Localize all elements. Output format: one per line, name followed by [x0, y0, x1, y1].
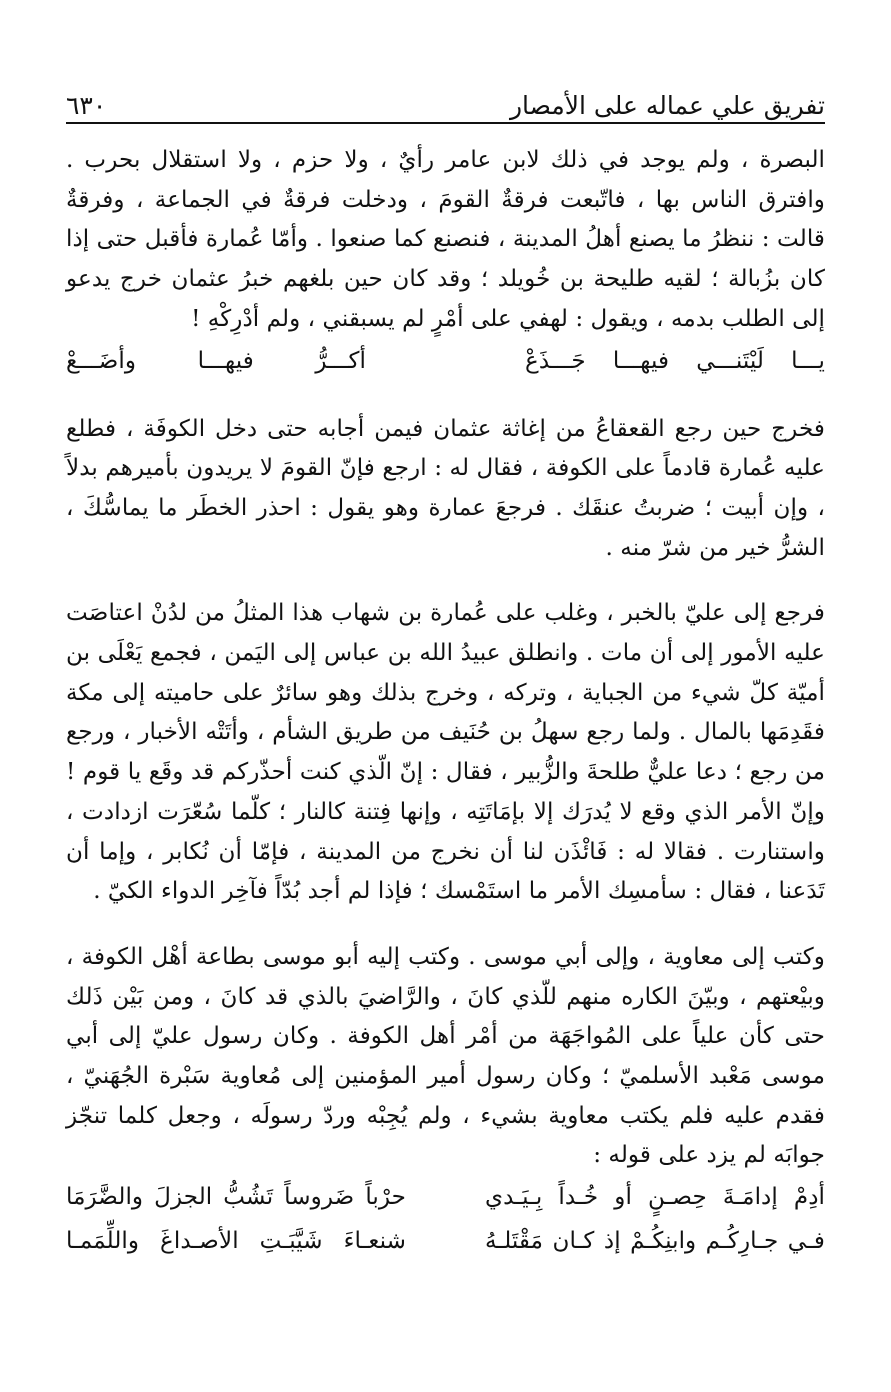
- text-line: المدينة ، فإمّا أن نُكابر ، وإما أن تَدَعنا ، فقال : سأمسِك الأمر ما استَمْسك ؛ فإذا: [66, 837, 825, 905]
- text-line: جوابَه لم يزد على قوله :: [593, 1141, 825, 1169]
- page-body: [66, 140, 825, 1263]
- text-line: وكتب إلى معاوية ، وإلى أبي موسى . وكتب إليه أبو موسى بطاعة أهْل: [151, 942, 825, 970]
- text-line: فرجع إلى عليّ بالخبر ، وغلب على عُمارة بن شهاب هذا المثلُ من لدُنْ: [150, 599, 825, 627]
- text-line: إلى مكة فقَدِمَها بالمال . ولما رجع سهلُ بن حُنَيف من طريق الشأم ، وأتَتْه: [66, 678, 825, 746]
- header-rule: [66, 122, 825, 124]
- text-line: وافترق الناس بها ، فاتّبعت فرقةٌ القومَ ، ودخلت فرقةٌ في الجماعة ، وفرقةٌ: [66, 185, 825, 213]
- paragraph-gap: [66, 567, 825, 593]
- text-line: لم أجد بُدّاً فآخِر الدواء الكيّ .: [93, 877, 371, 905]
- text-line: كالنار ؛ كلّما سُعّرَت ازدادت ، واستنارت . فقالا له : فَائْذَن لنا أن نخرج من: [66, 797, 825, 865]
- text-line: بَيْن ذَلك حتى كأن علياً على المُواجَهَة من أمْر أهل الكوفة . وكان رسول عليّ إلى: [66, 982, 825, 1050]
- text-line: فقدم عليه فلم يكتب معاوية بشيء ، ولم يُجِبْه وردّ رسولَه ، وجعل كلما تنجّز: [66, 1101, 825, 1129]
- verse-first-hemistich: أدِمْ إدامَـةَ حِصـنٍ أو خُـداً بِـيَـدي: [485, 1183, 825, 1211]
- text-line: يَعْلَى بن أميّة كلّ شيء من الجباية ، وتركه ، وخرج بذلك وهو سائرٌ على حاميته: [66, 639, 825, 706]
- verse-line: [66, 1175, 825, 1219]
- text-line: بدلاً ، وإن أبيت ؛ ضربتُ عنقَك . فرجعَ عمارة وهو يقول : احذر الخطَر: [66, 454, 826, 521]
- text-line: الأخبار ، ورجع من رجع ؛ دعا عليٌّ طلحةَ والزُّبير ، فقال : إنّ الّذي كنت: [66, 718, 826, 786]
- text-line: البصرة ، ولم يوجد في ذلك لابن عامر رأيٌ ، ولا حزم ، ولا استقلال بحرب .: [66, 146, 825, 173]
- paragraph-2: [66, 409, 825, 568]
- text-line: اعتاصَت عليه الأمور إلى أن مات . وانطلق عبيدُ الله بن عباس إلى اليَمن ، فجمع: [66, 599, 826, 667]
- verse-second-hemistich: حرْباً ضَروساً تَشُبُّ الجزلَ والضَّرَمَا: [66, 1183, 406, 1211]
- text-line: إلى الطلب بدمه ، ويقول : لهفي على أمْرٍ لم يسبقني ، ولم أدْرِكْهِ !: [191, 304, 825, 332]
- chapter-title: تفريق علي عماله على الأمصار: [509, 91, 825, 120]
- text-line: قالت : ننظرُ ما يصنع أهلُ المدينة ، فنصنع كما صنعوا . وأمّا عُمارة فأقبل حتى إذا: [66, 225, 825, 253]
- verse-first-hemistich: يـــا لَيْتَنـــي فيهـــا جَـــذَعْ: [525, 346, 825, 374]
- text-line: أبي موسى مَعْبد الأسلميّ ؛ وكان رسول أمير المؤمنين إلى مُعاوية سَبْرة الجُهَنيّ ،: [66, 1022, 825, 1090]
- paragraph-gap: [66, 911, 825, 937]
- text-line: ما يماسُّكَ ، الشرُّ خير من شرّ منه .: [66, 493, 825, 561]
- running-header: [66, 80, 825, 120]
- text-line: فطلع عليه عُمارة قادماً على الكوفة ، فقال له : ارجع فإنّ القومَ لا يريدون بأميرهم: [66, 414, 825, 482]
- paragraph-gap: [66, 383, 825, 409]
- text-line: الكوفة ، وبيْعتهم ، وبيّنَ الكاره منهم للّذي كانَ ، والرَّاضيَ بالذي قد كانَ ، ومن: [66, 942, 825, 1010]
- text-line: كان بزُبالة ؛ لقيه طليحة بن خُويلد ؛ وقد كان حين بلغهم خبرُ عثمان خرج يدعو: [66, 265, 825, 293]
- verse-first-hemistich: فـي جـارِكُـم وابنِكُـمْ إذ كـان مَقْتَلـهُ: [485, 1227, 825, 1255]
- text-line: أحذّركم قد وقَع يا قوم ! وإنّ الأمر الذي وقع لا يُدرَك إلا بإمَاتَتِه ، وإنها فِتنة: [66, 758, 825, 825]
- verse-second-hemistich: شنعـاءَ شَيَّبَـتِ الأصـداغَ واللِّمَمـا: [66, 1227, 406, 1255]
- paragraph-4: [66, 937, 825, 1175]
- verse-line: [66, 339, 825, 383]
- verse-line: [66, 1219, 825, 1263]
- verse-second-hemistich: أكـــرُّ فيهـــا وأضَـــعْ: [66, 346, 366, 374]
- paragraph-1: [66, 140, 825, 339]
- paragraph-3: [66, 593, 825, 911]
- page-number: ٦٣٠: [66, 91, 107, 120]
- text-line: فخرج حين رجع القعقاعُ من إغاثة عثمان فيمن أجابه حتى دخل الكوفَة ،: [126, 414, 826, 442]
